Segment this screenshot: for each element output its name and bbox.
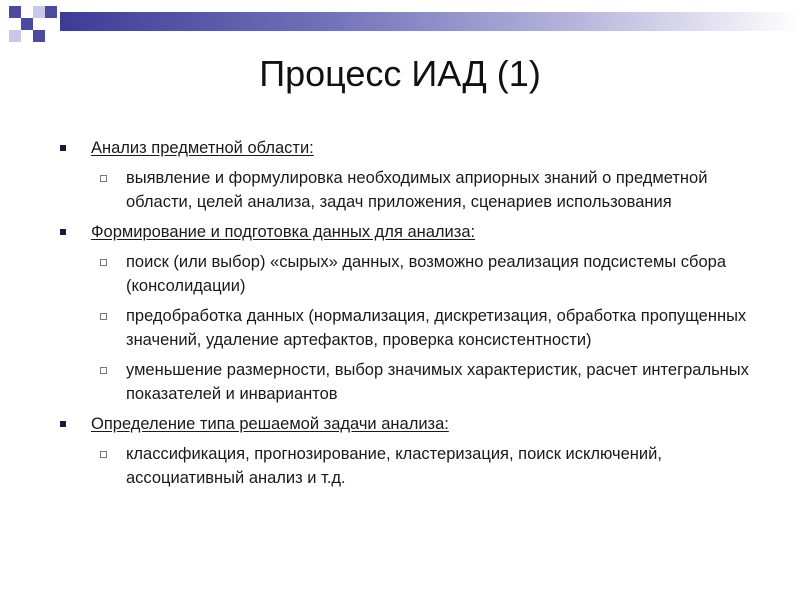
section-heading: Анализ предметной области:	[91, 139, 314, 157]
sub-list	[91, 166, 760, 214]
list-item-text: поиск (или выбор) «сырых» данных, возможно реализация подсистемы сбора (консолидации)	[126, 253, 727, 295]
list-item	[91, 442, 760, 490]
header-gradient-bar	[60, 12, 800, 31]
deco-square-4	[21, 18, 33, 30]
hollow-square-bullet-icon	[100, 259, 107, 266]
deco-square-3	[45, 6, 57, 18]
list-item	[91, 304, 760, 352]
hollow-square-bullet-icon	[100, 313, 107, 320]
section-heading: Формирование и подготовка данных для анализа:	[91, 223, 476, 241]
bullet-list	[60, 136, 760, 490]
deco-square-5	[9, 30, 21, 42]
square-bullet-icon	[60, 145, 66, 151]
section-heading: Определение типа решаемой задачи анализа:	[91, 415, 449, 433]
list-item	[91, 166, 760, 214]
list-item	[91, 358, 760, 406]
hollow-square-bullet-icon	[100, 175, 107, 182]
list-item-text: уменьшение размерности, выбор значимых характеристик, расчет интегральных показателей и инвариантов	[126, 361, 749, 403]
slide-title: Процесс ИАД (1)	[259, 53, 541, 94]
deco-square-1	[9, 6, 21, 18]
square-bullet-icon	[60, 229, 66, 235]
section-data-preparation	[60, 220, 760, 406]
square-bullet-icon	[60, 421, 66, 427]
hollow-square-bullet-icon	[100, 367, 107, 374]
list-item-text: выявление и формулировка необходимых априорных знаний о предметной области, целей анализа, задач приложения, сценариев использования	[126, 169, 708, 211]
list-item	[91, 250, 760, 298]
list-item-text: предобработка данных (нормализация, дискретизация, обработка пропущенных значений, удаление артефактов, проверка консистентности)	[126, 307, 747, 349]
list-item-text: классификация, прогнозирование, кластеризация, поиск исключений, ассоциативный анализ и т.д.	[126, 445, 662, 487]
deco-square-6	[33, 30, 45, 42]
sub-list	[91, 442, 760, 490]
hollow-square-bullet-icon	[100, 451, 107, 458]
deco-square-2	[33, 6, 45, 18]
section-task-type	[60, 412, 760, 490]
section-analysis	[60, 136, 760, 214]
sub-list	[91, 250, 760, 406]
